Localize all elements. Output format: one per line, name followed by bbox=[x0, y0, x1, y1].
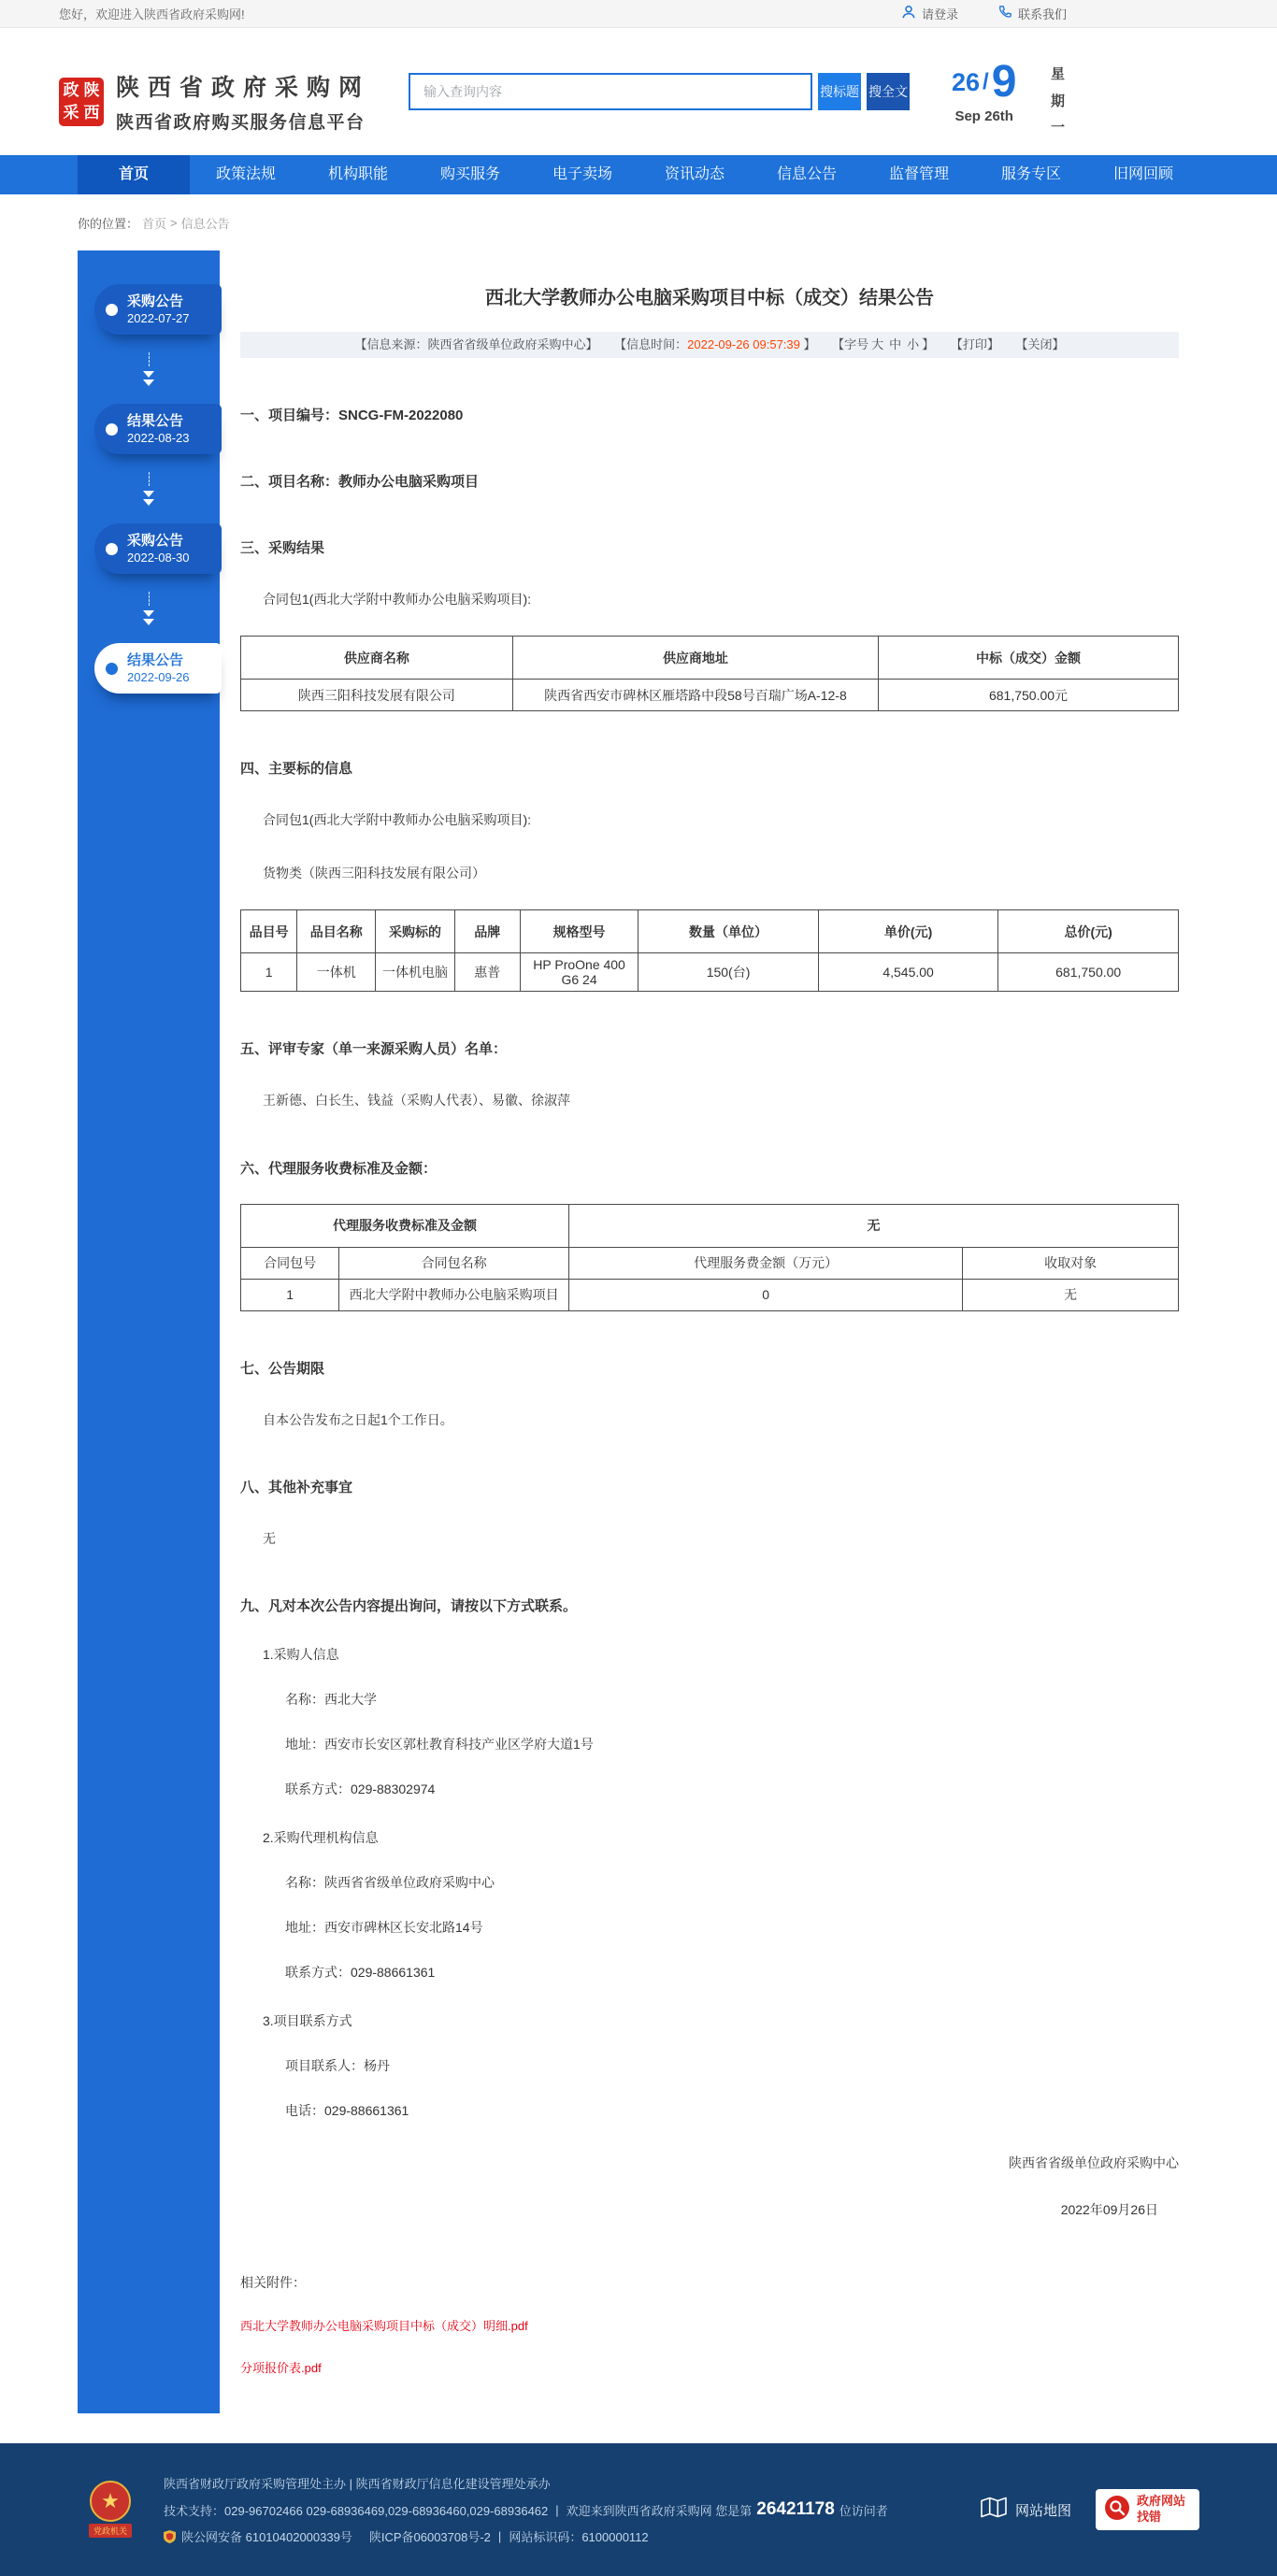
site-title: 陕西省政府采购网 bbox=[116, 75, 371, 101]
contact-line: 地址：西安市长安区郭杜教育科技产业区学府大道1号 bbox=[285, 1737, 594, 1753]
search-fulltext-button[interactable]: 搜全文 bbox=[867, 73, 910, 110]
contact-line: 地址：西安市碑林区长安北路14号 bbox=[285, 1920, 483, 1936]
info-source: 【信息来源：陕西省省级单位政府采购中心】 bbox=[354, 337, 598, 351]
timeline-label: 采购公告 bbox=[127, 533, 184, 550]
tech-support-text: 技术支持：029-96702466 029-68936469,029-68936460,029-68936462 bbox=[164, 2503, 549, 2518]
breadcrumb-current[interactable]: 信息公告 bbox=[180, 216, 230, 231]
table-cell: 合同包名称 bbox=[339, 1247, 569, 1279]
table-cell: 合同包号 bbox=[241, 1247, 339, 1279]
signature-org: 陕西省省级单位政府采购中心 bbox=[1009, 2155, 1179, 2171]
table-cell: 1 bbox=[241, 953, 297, 992]
table-subheader-row bbox=[241, 1247, 1179, 1279]
page-title: 西北大学教师办公电脑采购项目中标（成交）结果公告 bbox=[485, 288, 934, 308]
table-header-cell: 品牌 bbox=[454, 910, 520, 953]
procurement-result-table bbox=[240, 636, 1179, 711]
timeline-item-2[interactable] bbox=[94, 404, 222, 454]
date-separator: / bbox=[983, 69, 989, 94]
site-logo bbox=[59, 78, 104, 126]
timeline-label: 结果公告 bbox=[127, 652, 184, 669]
timeline-item-3[interactable] bbox=[94, 523, 222, 574]
beian-police-link[interactable]: 陕公网安备 61010402000339号 bbox=[181, 2530, 352, 2545]
nav-item-purchase-services[interactable]: 购买服务 bbox=[439, 166, 500, 182]
map-icon bbox=[981, 2497, 1007, 2523]
timeline-item-4-active[interactable] bbox=[94, 643, 222, 694]
breadcrumb-separator: > bbox=[170, 215, 178, 230]
footer-text bbox=[164, 2467, 962, 2553]
date-month: 9 bbox=[991, 57, 1017, 107]
timeline-dot bbox=[106, 304, 118, 316]
other-text: 无 bbox=[263, 1530, 276, 1546]
footer-right bbox=[981, 2489, 1199, 2530]
font-size-control: 【字号 大 中 小 】 bbox=[832, 337, 935, 351]
contact-link[interactable] bbox=[997, 5, 1067, 22]
timeline-arrow-down-icon bbox=[78, 454, 220, 523]
contact-line: 名称：陕西省省级单位政府采购中心 bbox=[285, 1875, 495, 1891]
table-header-cell: 单价(元) bbox=[818, 910, 998, 953]
timeline-label: 采购公告 bbox=[127, 293, 184, 310]
close-button[interactable]: 【关闭】 bbox=[1015, 337, 1065, 351]
login-label: 请登录 bbox=[921, 7, 958, 21]
footer-line-support: 技术支持：029-96702466 029-68936469,029-68936460,029-68936462 | 欢迎来到陕西省政府采购网 您是第 26421178 位访问者 bbox=[164, 2499, 888, 2520]
footer-line-organizers: 陕西省财政厅政府采购管理处主办 | 陕西省财政厅信息化建设管理处承办 bbox=[164, 2477, 551, 2492]
date-widget bbox=[952, 57, 1017, 124]
contact-line: 联系方式：029-88302974 bbox=[285, 1782, 436, 1797]
announcement-period-text: 自本公告发布之日起1个工作日。 bbox=[263, 1411, 453, 1427]
section-5-experts: 五、评审专家（单一来源采购人员）名单： bbox=[240, 1041, 508, 1058]
experts-names: 王新德、白长生、钱益（采购人代表）、易徽、徐淑萍 bbox=[263, 1093, 570, 1109]
timeline-date: 2022-07-27 bbox=[127, 311, 190, 326]
table-row bbox=[241, 953, 1179, 992]
info-time-value: 2022-09-26 09:57:39 bbox=[687, 337, 800, 351]
timeline-arrow-down-icon bbox=[78, 574, 220, 643]
search-bar bbox=[409, 73, 910, 110]
logo-char: 西 bbox=[83, 104, 100, 122]
section-7-announcement-period: 七、公告期限 bbox=[240, 1360, 325, 1377]
article-meta-bar bbox=[240, 332, 1179, 358]
breadcrumb-home-link[interactable]: 首页 bbox=[142, 216, 167, 231]
goods-category-line: 货物类（陕西三阳科技发展有限公司） bbox=[263, 865, 485, 880]
timeline-item-1[interactable] bbox=[94, 284, 222, 335]
print-button[interactable]: 【打印】 bbox=[950, 337, 999, 351]
table-cell: 陕西三阳科技发展有限公司 bbox=[241, 680, 513, 711]
attachments-label: 相关附件： bbox=[240, 2275, 306, 2291]
article bbox=[220, 250, 1199, 2413]
table-cell: 0 bbox=[569, 1279, 963, 1310]
attachment-link[interactable]: 分项报价表.pdf bbox=[240, 2361, 322, 2376]
goods-detail-table bbox=[240, 909, 1179, 992]
visitor-welcome-suffix: 位访问者 bbox=[839, 2503, 888, 2518]
site-footer bbox=[0, 2443, 1277, 2576]
timeline-arrow-down-icon bbox=[78, 335, 220, 404]
contact-group-title: 1.采购人信息 bbox=[263, 1647, 339, 1663]
nav-item-home[interactable]: 首页 bbox=[78, 155, 190, 194]
beian-icp-link[interactable]: 陕ICP备06003708号-2 bbox=[368, 2530, 491, 2545]
site-error-badge[interactable] bbox=[1096, 2489, 1199, 2530]
table-cell: 681,750.00 bbox=[998, 953, 1179, 992]
timeline-date: 2022-09-26 bbox=[127, 670, 190, 685]
table-cell: 代理服务费金额（万元） bbox=[569, 1247, 963, 1279]
contact-label: 联系我们 bbox=[1017, 7, 1067, 21]
table-cell: 无 bbox=[963, 1279, 1179, 1310]
gov-emblem bbox=[78, 2481, 143, 2539]
visitor-count: 26421178 bbox=[756, 2499, 835, 2520]
table-header-cell: 无 bbox=[569, 1204, 1179, 1247]
weekday-label: 星期一 bbox=[1050, 66, 1065, 136]
attachment-link[interactable]: 西北大学教师办公电脑采购项目中标（成交）明细.pdf bbox=[240, 2319, 528, 2334]
user-icon bbox=[901, 5, 916, 22]
timeline-dot bbox=[106, 543, 118, 555]
contact-line: 电话：029-88661361 bbox=[285, 2103, 409, 2119]
section-3-result: 三、采购结果 bbox=[240, 540, 325, 556]
section-6-agency-fee: 六、代理服务收费标准及金额： bbox=[240, 1160, 438, 1177]
attachments bbox=[240, 2273, 1179, 2376]
font-medium-button[interactable]: 中 bbox=[889, 337, 902, 351]
timeline-date: 2022-08-30 bbox=[127, 551, 190, 565]
timeline-sidebar bbox=[78, 250, 220, 2413]
site-brand[interactable] bbox=[59, 69, 370, 134]
table-header-cell: 采购标的 bbox=[376, 910, 454, 953]
nav-item-e-mall[interactable]: 电子卖场 bbox=[552, 166, 612, 182]
nav-item-service-zone[interactable]: 服务专区 bbox=[1000, 166, 1061, 182]
search-input[interactable] bbox=[409, 73, 812, 110]
section-8-other: 八、其他补充事宜 bbox=[240, 1479, 353, 1496]
table-cell: 收取对象 bbox=[963, 1247, 1179, 1279]
logo-char: 陕 bbox=[83, 81, 100, 99]
welcome-text: 您好，欢迎进入陕西省政府采购网! bbox=[59, 7, 245, 21]
nav-item-supervision[interactable]: 监督管理 bbox=[888, 166, 949, 182]
table-header-cell: 品目名称 bbox=[297, 910, 376, 953]
signature-block bbox=[240, 2154, 1179, 2219]
section-2-project-name: 二、项目名称：教师办公电脑采购项目 bbox=[240, 474, 480, 490]
timeline-dot bbox=[106, 663, 118, 675]
section-9-contact: 九、凡对本次公告内容提出询问，请按以下方式联系。 bbox=[240, 1598, 578, 1615]
table-cell: 4,545.00 bbox=[818, 953, 998, 992]
section-1-project-number: 一、项目编号：SNCG-FM-2022080 bbox=[240, 408, 464, 423]
table-cell: 陕西省西安市碑林区雁塔路中段58号百瑞广场A-12-8 bbox=[512, 680, 878, 711]
table-header-cell: 规格型号 bbox=[520, 910, 638, 953]
timeline-label: 结果公告 bbox=[127, 413, 184, 430]
table-cell: 西北大学附中教师办公电脑采购项目 bbox=[339, 1279, 569, 1310]
nav-item-policy[interactable]: 政策法规 bbox=[215, 166, 276, 182]
contract-package-line: 合同包1(西北大学附中教师办公电脑采购项目): bbox=[263, 812, 531, 828]
contact-group-title: 3.项目联系方式 bbox=[263, 2013, 352, 2029]
breadcrumb bbox=[78, 194, 1199, 250]
font-large-button[interactable]: 大 bbox=[871, 337, 884, 351]
logo-char: 采 bbox=[63, 104, 79, 122]
table-cell: HP ProOne 400 G6 24 bbox=[520, 953, 638, 992]
table-header-cell: 供应商名称 bbox=[241, 637, 513, 680]
info-time: 【信息时间：2022-09-26 09:57:39 】 bbox=[614, 337, 816, 351]
table-cell: 681,750.00元 bbox=[879, 680, 1179, 711]
contact-group-title: 2.采购代理机构信息 bbox=[263, 1830, 379, 1846]
error-report-label: 政府网站找错 bbox=[1137, 2494, 1186, 2525]
contact-line: 联系方式：029-88661361 bbox=[285, 1965, 436, 1981]
article-body bbox=[240, 405, 1179, 2413]
site-code-text: 网站标识码：6100000112 bbox=[509, 2530, 649, 2545]
main-nav bbox=[0, 155, 1277, 194]
site-subtitle: 陕西省政府购买服务信息平台 bbox=[116, 113, 366, 133]
footer-gap bbox=[0, 2413, 1277, 2443]
gov-emblem-icon: ★ bbox=[90, 2481, 131, 2522]
nav-item-functions[interactable]: 机构职能 bbox=[327, 166, 388, 182]
font-small-button[interactable]: 小 bbox=[907, 337, 920, 351]
table-row bbox=[241, 1279, 1179, 1310]
nav-item-old-site[interactable]: 旧网回顾 bbox=[1112, 166, 1173, 182]
timeline-date: 2022-08-23 bbox=[127, 431, 190, 446]
table-cell: 一体机 bbox=[297, 953, 376, 992]
table-header-cell: 品目号 bbox=[241, 910, 297, 953]
nav-item-announcements[interactable]: 信息公告 bbox=[776, 166, 837, 182]
agency-fee-table bbox=[240, 1204, 1179, 1311]
table-cell: 150(台) bbox=[638, 953, 819, 992]
visitor-welcome-prefix: 欢迎来到陕西省政府采购网 您是第 bbox=[566, 2503, 753, 2518]
topbar bbox=[0, 0, 1277, 28]
nav-item-news[interactable]: 资讯动态 bbox=[664, 166, 725, 182]
table-header-cell: 供应商地址 bbox=[512, 637, 878, 680]
contract-package-line: 合同包1(西北大学附中教师办公电脑采购项目): bbox=[263, 592, 531, 607]
gov-emblem-label: 党政机关 bbox=[89, 2524, 132, 2538]
topbar-links bbox=[901, 5, 1067, 22]
table-row bbox=[241, 680, 1179, 711]
sitemap-label: 网站地图 bbox=[1014, 2502, 1071, 2519]
table-header-cell: 代理服务收费标准及金额 bbox=[241, 1204, 569, 1247]
table-header-cell: 中标（成交）金额 bbox=[879, 637, 1179, 680]
date-english: Sep 26th bbox=[954, 108, 1013, 124]
site-header bbox=[0, 28, 1277, 155]
logo-char: 政 bbox=[63, 81, 79, 99]
content-area bbox=[78, 250, 1199, 2413]
section-4-subject-info: 四、主要标的信息 bbox=[240, 761, 353, 778]
table-header-row bbox=[241, 910, 1179, 953]
footer-line-beian: 陕公网安备 61010402000339号 陕ICP备06003708号-2 | 网站标识码：6100000112 bbox=[164, 2527, 962, 2545]
table-cell: 1 bbox=[241, 1279, 339, 1310]
police-badge-icon bbox=[164, 2530, 176, 2543]
contact-line: 项目联系人：杨丹 bbox=[285, 2058, 390, 2074]
login-link[interactable] bbox=[901, 5, 958, 22]
error-report-icon bbox=[1104, 2495, 1130, 2526]
timeline-dot bbox=[106, 423, 118, 436]
date-day: 26 bbox=[952, 67, 981, 96]
table-header-row bbox=[241, 1204, 1179, 1247]
table-cell: 一体机电脑 bbox=[376, 953, 454, 992]
table-cell: 惠普 bbox=[454, 953, 520, 992]
table-header-cell: 数量（单位） bbox=[638, 910, 819, 953]
breadcrumb-prefix: 你的位置： bbox=[78, 216, 139, 231]
table-header-cell: 总价(元) bbox=[998, 910, 1179, 953]
phone-icon bbox=[997, 5, 1012, 22]
sitemap-link[interactable] bbox=[981, 2497, 1071, 2523]
search-title-button[interactable]: 搜标题 bbox=[818, 73, 861, 110]
signature-date: 2022年09月26日 bbox=[1060, 2202, 1158, 2218]
contact-line: 名称：西北大学 bbox=[285, 1692, 377, 1708]
table-header-row bbox=[241, 637, 1179, 680]
